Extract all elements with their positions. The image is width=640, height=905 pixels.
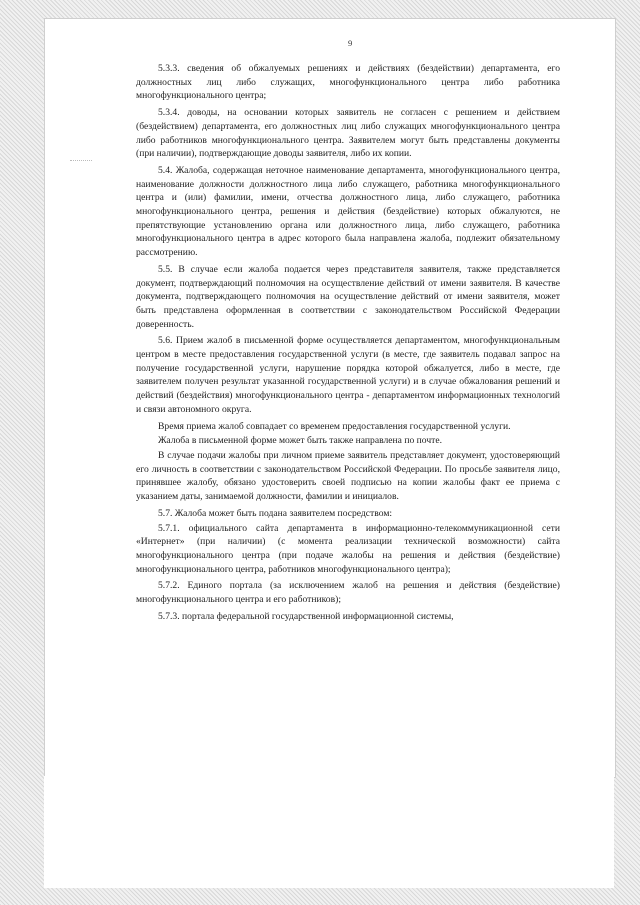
- paragraph-5-7-3: 5.7.3. портала федеральной государственной информационной системы,: [158, 610, 454, 622]
- paragraph-reception-time: Время приема жалоб совпадает со временем предоставления государственной услуги.: [158, 420, 511, 432]
- page-number: 9: [348, 38, 353, 48]
- paragraph-5-7-2: 5.7.2. Единого портала (за исключением жалоб на решения и действия (бездействие) многофункционального центра и его работников);: [136, 580, 560, 606]
- paragraph-personal-reception: В случае подачи жалобы при личном приеме заявитель представляет документ, удостоверяющий его личность в соответствии с законодательством Российской Федерации. По просьбе заявителя лицо, принявшее жалобу, обязано удостоверить своей подписью на копии жалобы факт ее приема с указанием даты, занимаемой должности, фамилии и инициалов.: [136, 449, 560, 503]
- document-body: [136, 38, 560, 626]
- paragraph-postal-complaint: Жалоба в письменной форме может быть также направлена по почте.: [158, 435, 443, 447]
- paragraph-5-5: 5.5. В случае если жалоба подается через представителя заявителя, также представляется документ, подтверждающий полномочия на осуществление действий от имени заявителя. В качестве документа, подтверждающего полномочия на осуществление действий от имени заявителя, может быть представлена оформленная в соответствии с законодательством Российской Федерации доверенность.: [136, 263, 560, 330]
- paragraph-5-3-3: 5.3.3. сведения об обжалуемых решениях и действиях (бездействии) департамента, его должностных лиц либо служащих, многофункционального центра либо работника многофункционального центра;: [136, 63, 560, 102]
- paragraph-5-7: 5.7. Жалоба может быть подана заявителем посредством:: [158, 507, 393, 519]
- paragraph-5-3-4: 5.3.4. доводы, на основании которых заявитель не согласен с решением и действием (бездействием) департамента, его должностных лиц либо служащих многофункционального центра либо работников многофункционального центра. Заявителем могут быть представлены документы (при наличии), подтверждающие доводы заявителя, либо их копии.: [136, 107, 560, 160]
- page-bottom-margin: [44, 776, 614, 888]
- paragraph-5-4: 5.4. Жалоба, содержащая неточное наименование департамента, многофункционального центра, наименование должности должностного лица либо служащего, работника многофункционального центра и (или) фамилии, имени, отчества должностного лица, либо служащего, работника многофункционального центра, решения и действия (бездействие) которых обжалуются, не препятствующие установлению органа или должностного лица, либо служащего, работника многофункционального центра в адрес которого была направлена жалоба, подлежит обязательному рассмотрению.: [136, 164, 560, 259]
- paragraph-5-7-1: 5.7.1. официального сайта департамента в информационно-телекоммуникационной сети «Интернет» (при наличии) (с момента реализации технической возможности) сайта многофункционального центра (при подаче жалобы на решения и действия (бездействие) многофункционального центра, работников многофункционального центра);: [136, 522, 560, 575]
- paragraph-5-6: 5.6. Прием жалоб в письменной форме осуществляется департаментом, многофункциональным центром в месте предоставления государственной услуги (в месте, где заявитель подавал запрос на получение государственной услуги, нарушение порядка которой обжалуется, либо в месте, где заявителем получен результат указанной государственной услуги) и в случае обжалования решений и действий (бездействия) многофункционального центра - департаментом информационных технологий и связи автономного округа.: [136, 335, 560, 415]
- margin-scan-artifact: [70, 160, 92, 173]
